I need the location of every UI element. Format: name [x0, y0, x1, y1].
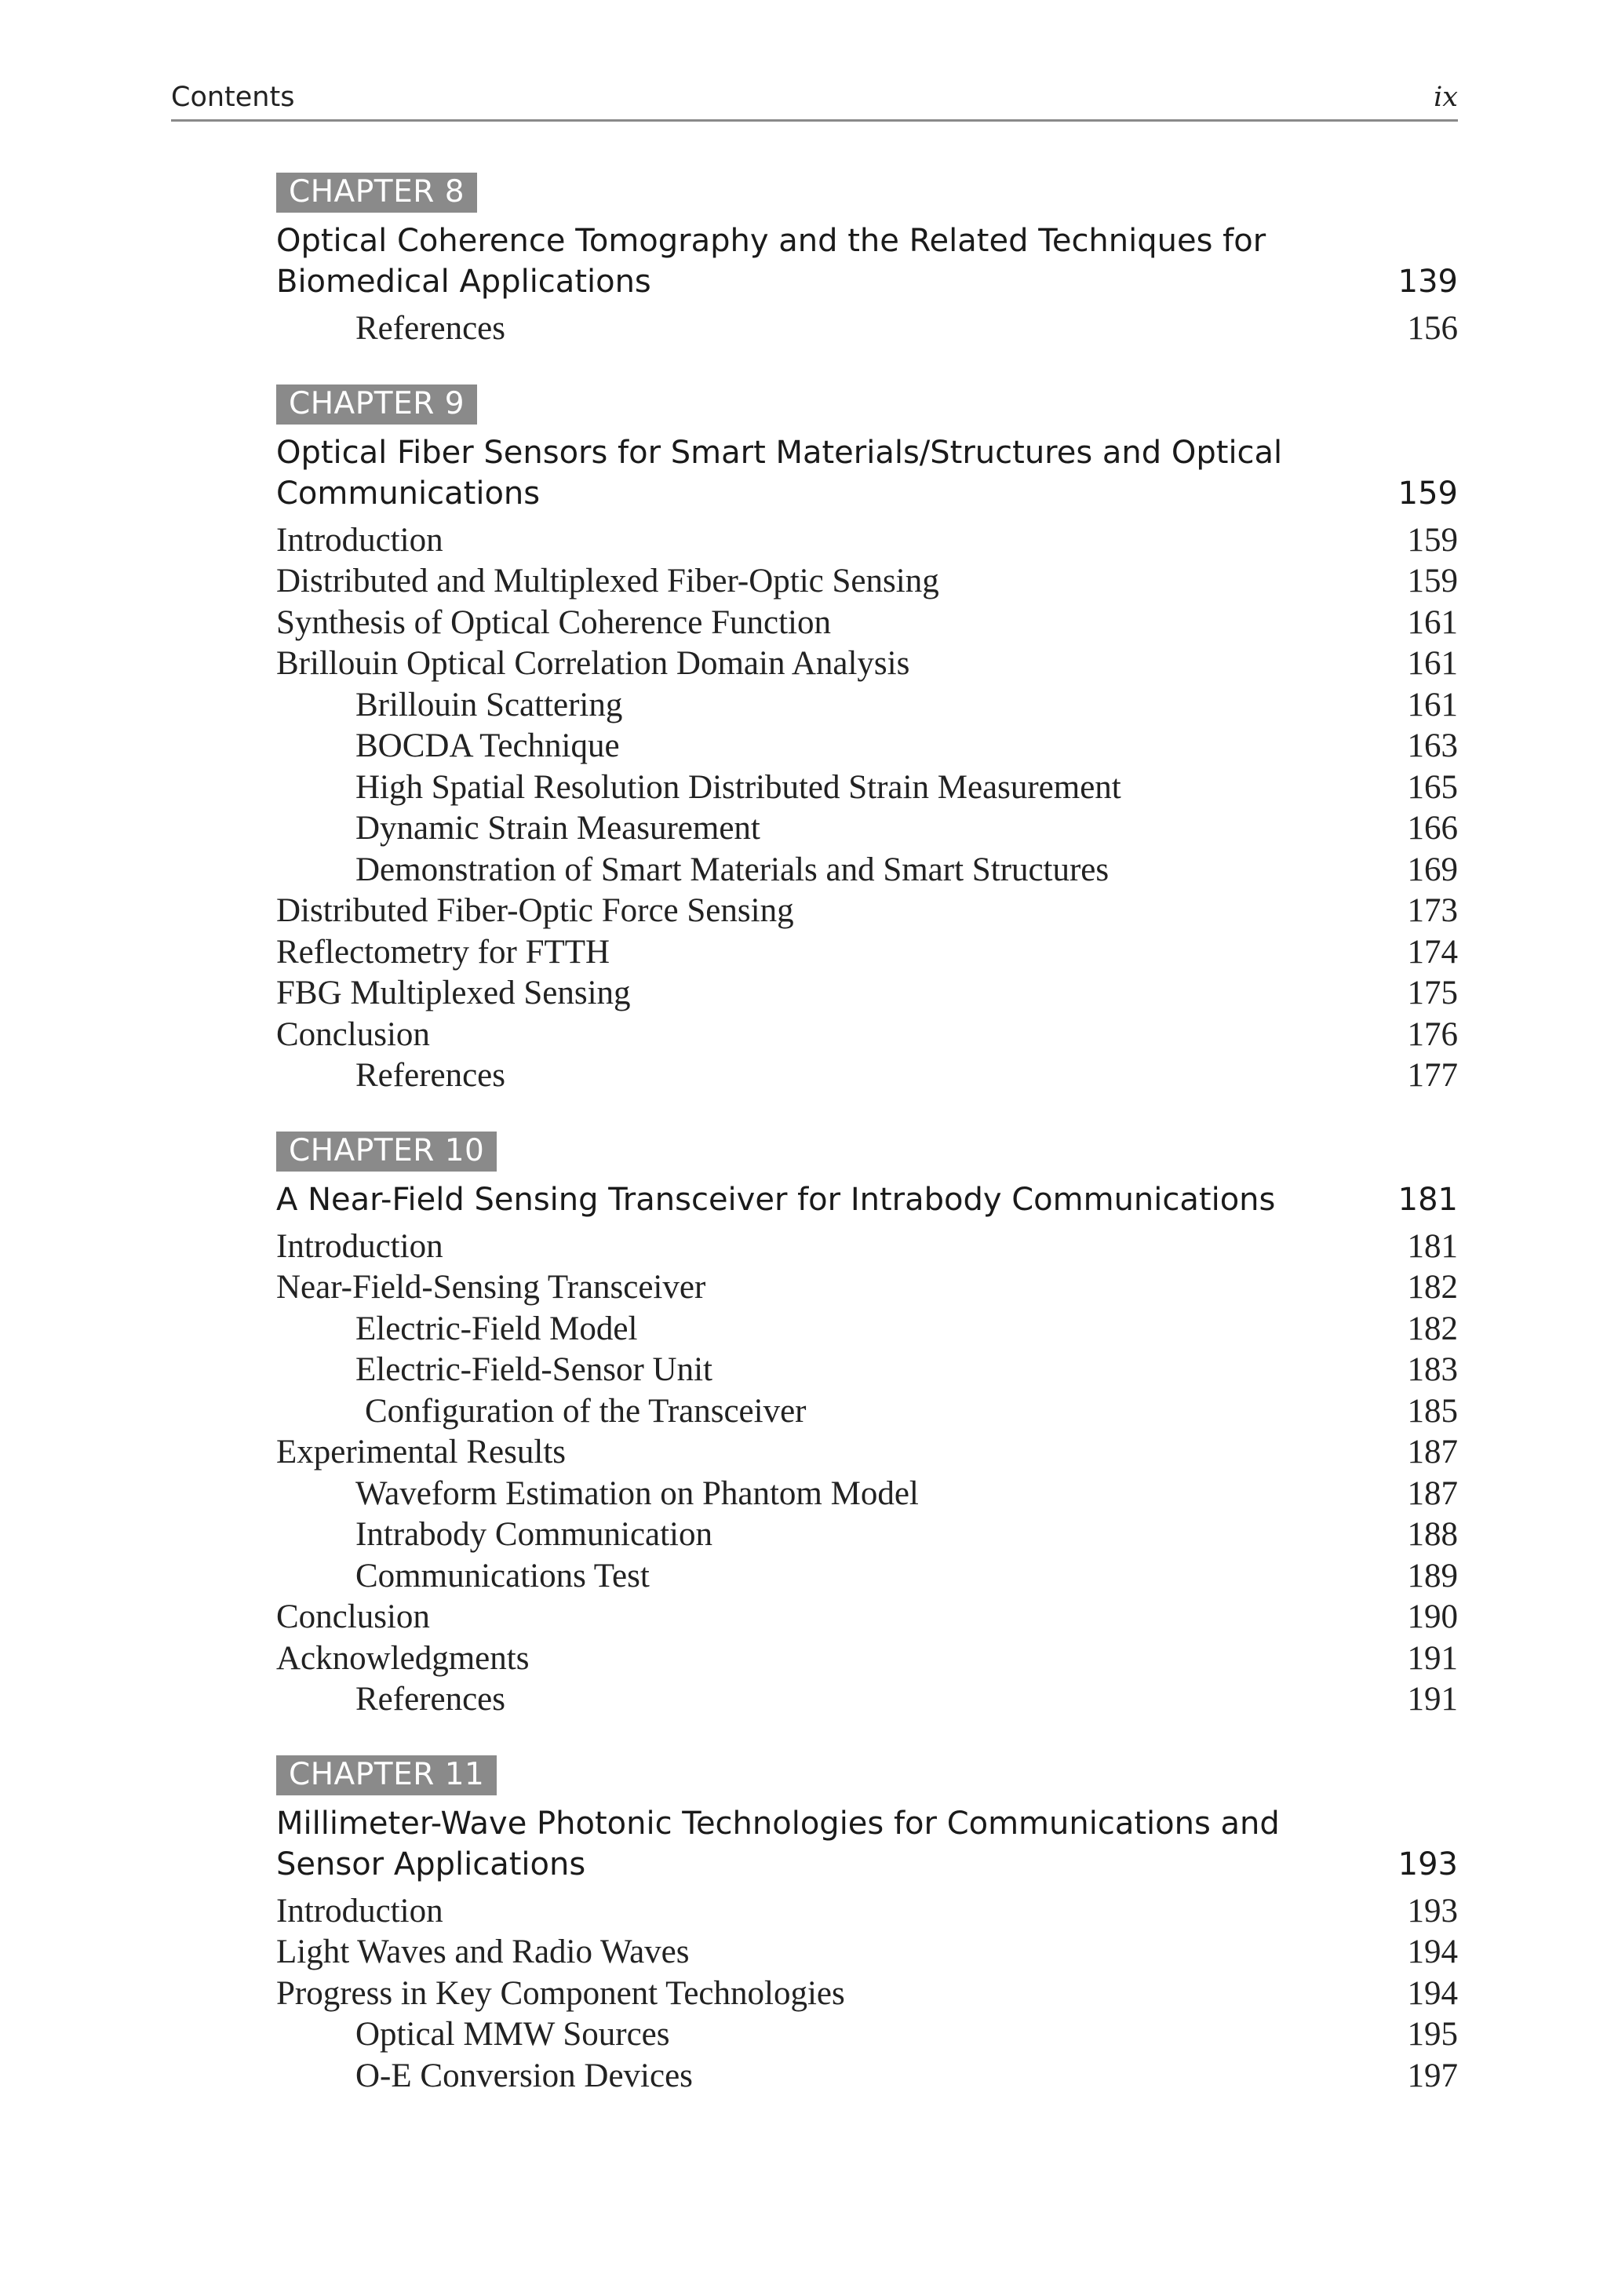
chapter-page-number: 159 [1397, 475, 1458, 512]
toc-entry-title: Distributed and Multiplexed Fiber-Optic Sensing [276, 563, 939, 600]
toc-entry-page-number: 187 [1407, 1474, 1458, 1512]
toc-entry-page-number: 156 [1407, 310, 1458, 347]
chapter-label: CHAPTER 11 [276, 1755, 497, 1795]
chapter-page-number: 193 [1397, 1846, 1458, 1882]
toc-entry[interactable] [276, 1556, 1458, 1598]
toc-entry-title: O-E Conversion Devices [355, 2057, 693, 2094]
toc-entry[interactable] [276, 561, 1458, 603]
toc-entry-title: Conclusion [276, 1015, 430, 1053]
toc-entry-title: Intrabody Communication [355, 1516, 713, 1553]
toc-entry-page-number: 159 [1407, 521, 1458, 559]
running-head [171, 78, 1458, 122]
toc-entry-page-number: 181 [1407, 1227, 1458, 1265]
chapter-title[interactable] [276, 432, 1458, 514]
toc-entry-page-number: 161 [1407, 603, 1458, 641]
chapter-page-number: 181 [1397, 1181, 1458, 1218]
toc-entry-page-number: 177 [1407, 1057, 1458, 1094]
toc-entry[interactable] [276, 726, 1458, 767]
toc-entry-title: Light Waves and Radio Waves [276, 1933, 690, 1970]
toc-entry[interactable] [276, 767, 1458, 809]
toc-entry-page-number: 169 [1407, 851, 1458, 888]
toc-entry[interactable] [276, 1267, 1458, 1309]
toc-entry-title: Waveform Estimation on Phantom Model [355, 1474, 919, 1512]
toc-entry-title: High Spatial Resolution Distributed Strain Measurement [355, 768, 1121, 806]
running-head-page-number: ix [1434, 82, 1458, 113]
toc-entry-page-number: 191 [1407, 1639, 1458, 1677]
toc-entry-page-number: 182 [1407, 1269, 1458, 1306]
toc-entry-title: Progress in Key Component Technologies [276, 1974, 845, 2012]
toc-entry-title: Experimental Results [276, 1434, 567, 1471]
toc-entry-title: References [355, 1681, 505, 1718]
toc-entry[interactable] [276, 685, 1458, 727]
chapter-label: CHAPTER 9 [276, 384, 477, 425]
toc-entry[interactable] [276, 1055, 1458, 1097]
toc-entry-title: Introduction [276, 1892, 443, 1930]
toc-entry-page-number: 166 [1407, 810, 1458, 847]
toc-entry-title: Conclusion [276, 1598, 430, 1635]
toc-entry-page-number: 175 [1407, 975, 1458, 1011]
toc-entry-title: References [355, 310, 505, 347]
toc-entry-title: References [355, 1057, 505, 1094]
toc-entry-title: Dynamic Strain Measurement [355, 810, 760, 847]
toc-entry-list [276, 1891, 1458, 2097]
toc-entry[interactable] [276, 1597, 1458, 1638]
toc-entry-title: BOCDA Technique [355, 727, 620, 764]
toc-entry-page-number: 173 [1407, 892, 1458, 929]
toc-entry[interactable] [276, 891, 1458, 932]
toc-entry-title: Synthesis of Optical Coherence Function [276, 603, 831, 641]
toc-entry-page-number: 197 [1407, 2057, 1458, 2094]
toc-entry[interactable] [276, 1432, 1458, 1474]
chapter-title-line: Millimeter-Wave Photonic Technologies for Communications and [276, 1805, 1280, 1842]
chapter-title-line: Sensor Applications [276, 1846, 586, 1882]
toc-entry-page-number: 190 [1407, 1598, 1458, 1635]
toc-entry-title: Brillouin Scattering [355, 686, 623, 723]
toc-entry-page-number: 182 [1407, 1310, 1458, 1347]
toc-entry[interactable] [276, 850, 1458, 891]
toc-entry-title: Electric-Field Model [355, 1310, 638, 1347]
toc-entry[interactable] [276, 643, 1458, 685]
toc-entry-page-number: 165 [1407, 768, 1458, 806]
toc-entry[interactable] [276, 1015, 1458, 1056]
toc-entry-title: Reflectometry for FTTH [276, 933, 610, 971]
toc-entry[interactable] [276, 1514, 1458, 1556]
chapter-title-line: Optical Fiber Sensors for Smart Materials/Structures and Optical [276, 434, 1283, 471]
toc-entry-title: FBG Multiplexed Sensing [276, 975, 631, 1011]
chapter-title[interactable] [276, 1179, 1458, 1220]
chapter-section [276, 384, 1458, 1097]
toc-entry-page-number: 191 [1407, 1681, 1458, 1718]
toc-entry-page-number: 183 [1407, 1351, 1458, 1388]
toc-entry-page-number: 161 [1407, 686, 1458, 723]
toc-entry[interactable] [276, 1474, 1458, 1515]
toc-entry[interactable] [276, 1932, 1458, 1973]
toc-entry-title: Optical MMW Sources [355, 2016, 670, 2053]
toc-entry-title: Introduction [276, 521, 443, 559]
toc-entry-page-number: 185 [1407, 1392, 1458, 1430]
chapter-title-line: Biomedical Applications [276, 264, 651, 300]
chapter-label: CHAPTER 10 [276, 1132, 497, 1172]
toc-entry[interactable] [276, 2014, 1458, 2056]
toc-entry-page-number: 174 [1407, 933, 1458, 971]
toc-entry[interactable] [276, 932, 1458, 974]
table-of-contents [276, 173, 1458, 2131]
toc-entry-title: Brillouin Optical Correlation Domain Analysis [276, 645, 910, 682]
toc-entry-title: Acknowledgments [276, 1639, 530, 1677]
toc-entry-list [276, 1226, 1458, 1721]
chapter-title-line: A Near-Field Sensing Transceiver for Intrabody Communications [276, 1181, 1276, 1218]
toc-entry-title: Near-Field-Sensing Transceiver [276, 1269, 706, 1306]
running-head-section: Contents [171, 82, 295, 113]
toc-entry[interactable] [276, 1309, 1458, 1350]
toc-entry-page-number: 195 [1407, 2016, 1458, 2053]
toc-entry-title: Configuration of the Transceiver [365, 1392, 807, 1430]
toc-entry-page-number: 188 [1407, 1516, 1458, 1553]
toc-entry[interactable] [276, 1891, 1458, 1933]
toc-entry[interactable] [276, 808, 1458, 850]
toc-entry-title: Electric-Field-Sensor Unit [355, 1351, 712, 1388]
toc-entry[interactable] [276, 1973, 1458, 2015]
toc-entry-page-number: 193 [1407, 1892, 1458, 1930]
toc-entry[interactable] [276, 1391, 1458, 1433]
toc-entry-title: Communications Test [355, 1557, 650, 1594]
toc-entry[interactable] [276, 1350, 1458, 1391]
toc-entry[interactable] [276, 1226, 1458, 1268]
chapter-section [276, 1132, 1458, 1721]
toc-entry[interactable] [276, 308, 1458, 350]
chapter-section [276, 173, 1458, 350]
toc-entry[interactable] [276, 1638, 1458, 1680]
chapter-page-number: 139 [1397, 264, 1458, 300]
toc-entry-page-number: 187 [1407, 1434, 1458, 1471]
toc-entry-page-number: 159 [1407, 563, 1458, 600]
toc-entry-list [276, 520, 1458, 1097]
toc-entry[interactable] [276, 603, 1458, 644]
toc-entry-page-number: 176 [1407, 1015, 1458, 1053]
toc-entry-page-number: 189 [1407, 1557, 1458, 1594]
toc-entry-page-number: 194 [1407, 1974, 1458, 2012]
toc-entry-page-number: 163 [1407, 727, 1458, 764]
toc-entry-title: Introduction [276, 1227, 443, 1265]
toc-entry-page-number: 161 [1407, 645, 1458, 682]
chapter-title-line: Communications [276, 475, 541, 512]
toc-entry[interactable] [276, 1679, 1458, 1721]
toc-entry-page-number: 194 [1407, 1933, 1458, 1970]
chapter-label: CHAPTER 8 [276, 173, 477, 213]
toc-entry-list [276, 308, 1458, 350]
toc-entry[interactable] [276, 2056, 1458, 2097]
toc-entry-title: Distributed Fiber-Optic Force Sensing [276, 892, 794, 929]
toc-entry[interactable] [276, 520, 1458, 562]
chapter-title[interactable] [276, 1803, 1458, 1885]
toc-entry-title: Demonstration of Smart Materials and Smart Structures [355, 851, 1110, 888]
toc-entry[interactable] [276, 973, 1458, 1015]
chapter-title-line: Optical Coherence Tomography and the Related Techniques for [276, 223, 1266, 259]
chapter-section [276, 1755, 1458, 2097]
chapter-title[interactable] [276, 220, 1458, 302]
